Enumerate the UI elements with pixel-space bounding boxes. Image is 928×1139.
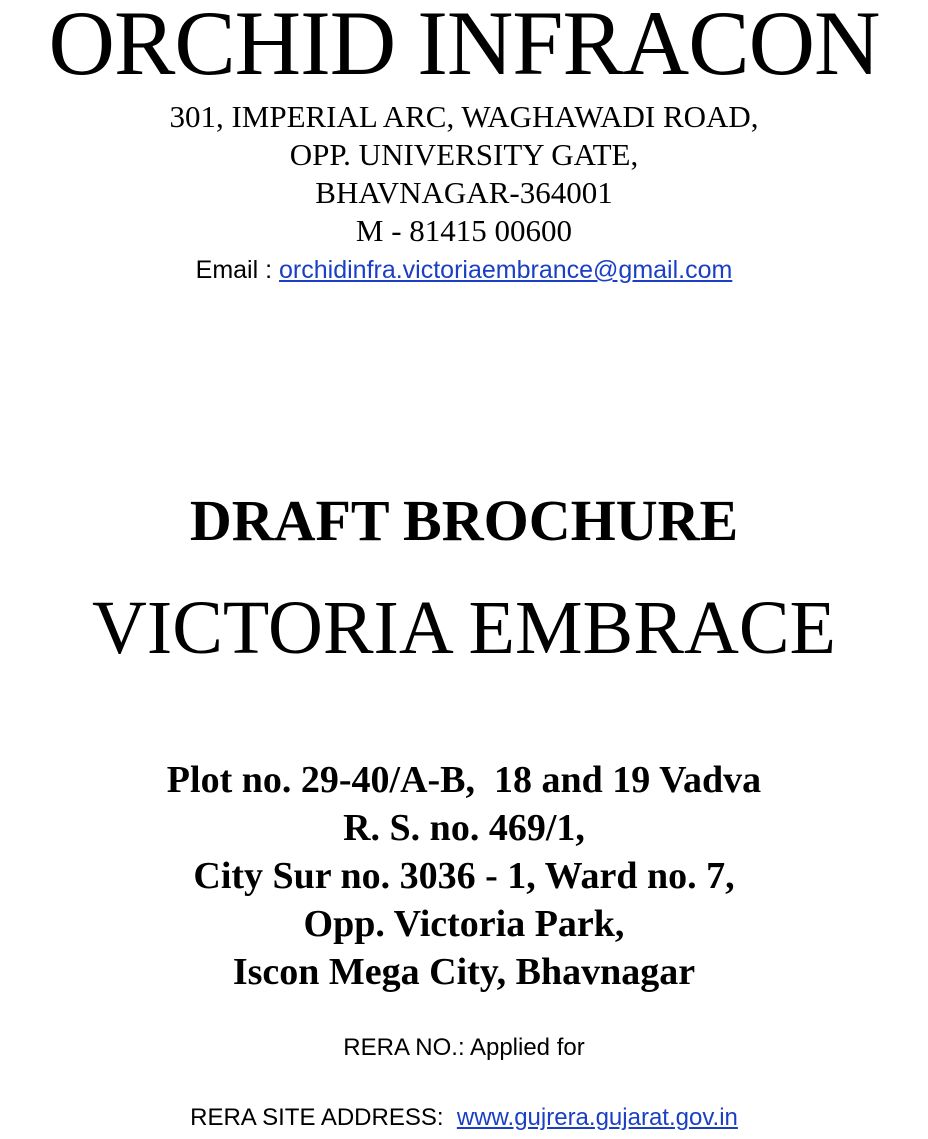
phone-line: M - 81415 00600: [355, 213, 573, 248]
rera-site-link[interactable]: www.gujrera.gujarat.gov.in: [456, 1104, 738, 1131]
email-link[interactable]: orchidinfra.victoriaembrance@gmail.com: [279, 256, 733, 284]
project-location: [0, 756, 928, 996]
project-name: VICTORIA EMBRACE: [92, 586, 836, 670]
rera-number: RERA NO.: Applied for: [343, 1034, 585, 1061]
email-label: Email :: [195, 256, 280, 284]
address-line: OPP. UNIVERSITY GATE,: [289, 137, 639, 172]
location-line: Plot no. 29-40/A-B, 18 and 19 Vadva: [166, 759, 762, 801]
location-line: City Sur no. 3036 - 1, Ward no. 7,: [193, 855, 735, 897]
rera-site-line: [0, 1104, 928, 1132]
company-name: ORCHID INFRACON: [48, 0, 880, 94]
location-line: Iscon Mega City, Bhavnagar: [232, 951, 696, 993]
location-line: Opp. Victoria Park,: [303, 903, 625, 945]
address-line: 301, IMPERIAL ARC, WAGHAWADI ROAD,: [169, 99, 759, 134]
address-line: BHAVNAGAR-364001: [315, 175, 613, 210]
company-address: [0, 98, 928, 250]
email-line: [0, 256, 928, 285]
document-type: DRAFT BROCHURE: [189, 488, 739, 553]
rera-site-label: RERA SITE ADDRESS:: [190, 1104, 457, 1131]
location-line: R. S. no. 469/1,: [343, 807, 585, 849]
